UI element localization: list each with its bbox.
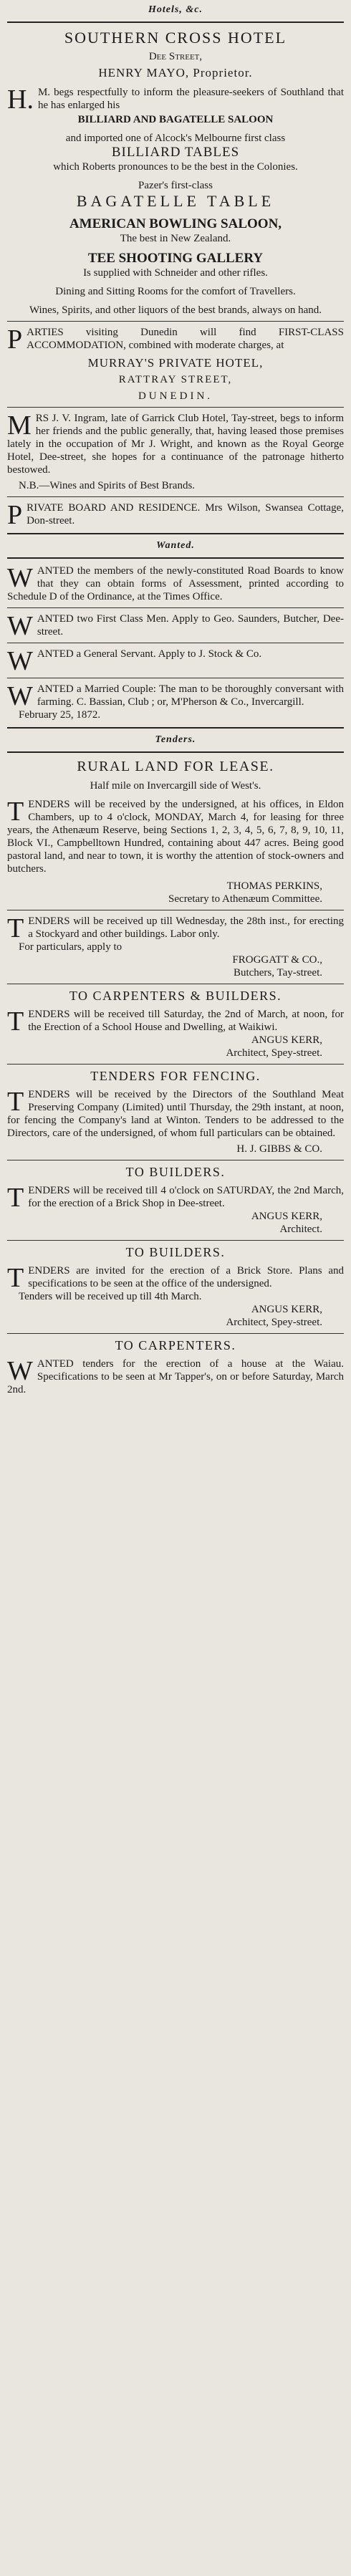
ad-wanted xyxy=(7,611,344,641)
ad-line: DUNEDIN. xyxy=(138,390,213,402)
ad-text: ANTED a General Servant. Apply to J. Stock & Co. xyxy=(37,648,262,660)
ad-carpenters xyxy=(7,1338,344,1396)
ad-title: TENDERS FOR FENCING. xyxy=(90,1069,261,1083)
ad-text: ENDERS will be received up till Wednesday, the 28th inst., for erecting a Stockyard and other buildings. Labor only. xyxy=(28,915,344,940)
ad-title: TO CARPENTERS & BUILDERS. xyxy=(69,989,282,1003)
signature: H. J. GIBBS & CO. xyxy=(236,1143,322,1155)
signature-title: Architect. xyxy=(279,1224,322,1235)
ad-line: Wines, Spirits, and other liquors of the best brands, always on hand. xyxy=(29,304,322,316)
drop-cap: T xyxy=(7,1006,24,1037)
ad-ingram xyxy=(7,412,344,492)
drop-cap: T xyxy=(7,797,24,827)
ad-text: ENDERS will be received till Saturday, the 2nd of March, at noon, for the Erection of a School House and Dwelling, at Waikiwi. xyxy=(28,1009,344,1033)
ad-title: TO BUILDERS. xyxy=(125,1245,226,1259)
ad-private-board xyxy=(7,500,344,530)
drop-cap: T xyxy=(7,1263,24,1293)
ad-line: TEE SHOOTING GALLERY xyxy=(87,251,264,266)
ad-text: ENDERS will be received by the undersigned, at his offices, in Eldon Chambers, up to 4 o'clock, MONDAY, March 4, for leasing for three years, the Athenæum Reserve, being Sections 1, 2, 3, 4, 5, 6, 7, 8, 9, 10, 11, Block VI., Campbelltown Hundred, containing about 447 acres. Being good pastoral land, and near to town, it is worthy the attention of stock-owners and butchers. xyxy=(7,799,344,875)
signature-title: Butchers, Tay-street. xyxy=(233,967,322,979)
drop-cap: H. xyxy=(7,85,34,115)
ad-text: ANTED the members of the newly-constituted Road Boards to know that they can obtain forms of Assessment, printed according to Schedule D of the Ordinance, at the Times Office. xyxy=(7,565,344,602)
drop-cap: T xyxy=(7,1087,24,1117)
ad-title: TO BUILDERS. xyxy=(125,1165,226,1179)
signature: ANGUS KERR, xyxy=(251,1211,322,1222)
ad-stockyard xyxy=(7,915,344,979)
ad-rural-land xyxy=(7,759,344,905)
ad-builders-brick-shop xyxy=(7,1165,344,1236)
ad-fencing xyxy=(7,1069,344,1155)
drop-cap: W xyxy=(7,646,33,676)
drop-cap: P xyxy=(7,500,23,530)
signature: ANGUS KERR, xyxy=(251,1034,322,1046)
ad-title: RURAL LAND FOR LEASE. xyxy=(77,759,274,774)
ad-builders-brick-store xyxy=(7,1245,344,1329)
ad-text: ANTED tenders for the erection of a house at the Waiau. Specifications to be seen at Mr Tapper's, on or before Saturday, March 2nd. xyxy=(7,1358,344,1395)
ad-text: RS J. V. Ingram, late of Garrick Club Hotel, Tay-street, begs to inform her friends and the public generally, that, having leased those premises lately in the occupation of Mr J. Wright, and known as the Royal George Hotel, Dee-street, she hopes for a continuance of the patronage hitherto bestowed. xyxy=(7,413,344,476)
ad-date: February 25, 1872. xyxy=(19,709,101,721)
drop-cap: P xyxy=(7,325,23,355)
ad-southern-cross-hotel xyxy=(7,29,344,317)
ad-text: ENDERS will be received till 4 o'clock on SATURDAY, the 2nd March, for the erection of a Brick Shop in Dee-street. xyxy=(28,1185,344,1209)
ad-line: which Roberts pronounces to be the best in the Colonies. xyxy=(53,161,298,173)
divider xyxy=(7,496,344,497)
divider xyxy=(7,557,344,559)
signature: ANGUS KERR, xyxy=(251,1304,322,1315)
ad-text: ANTED a Married Couple: The man to be thoroughly conversant with farming. C. Bassian, Club ; or, M'Pherson & Co., Invercargill. xyxy=(37,683,344,708)
ad-title: TO CARPENTERS. xyxy=(115,1338,236,1352)
divider xyxy=(7,407,344,408)
ad-text: ANTED two First Class Men. Apply to Geo. Saunders, Butcher, Dee-street. xyxy=(37,613,344,638)
drop-cap: W xyxy=(7,563,33,593)
ad-wanted xyxy=(7,683,344,721)
ad-wanted xyxy=(7,646,344,676)
signature-title: Architect, Spey-street. xyxy=(226,1317,322,1328)
section-heading-hotels: Hotels, &c. xyxy=(148,4,203,15)
ad-line: BILLIARD TABLES xyxy=(111,145,240,160)
divider xyxy=(7,1333,344,1334)
signature-title: Architect, Spey-street. xyxy=(226,1047,322,1059)
ad-line: and imported one of Alcock's Melbourne first class xyxy=(65,133,286,144)
signature-title: Secretary to Athenæum Committee. xyxy=(168,893,322,905)
ad-wanted xyxy=(7,564,344,603)
ad-line: BAGATELLE TABLE xyxy=(76,192,275,210)
hotel-street: Dee Street, xyxy=(148,51,203,62)
ad-text: ARTIES visiting Dunedin will find FIRST-CLASS ACCOMMODATION, combined with moderate charges, at xyxy=(27,327,344,351)
ad-murrays-hotel xyxy=(7,326,344,403)
divider xyxy=(7,607,344,608)
drop-cap: T xyxy=(7,913,24,943)
divider xyxy=(7,21,344,23)
newspaper-column xyxy=(3,0,348,1396)
ad-line: Pazer's first-class xyxy=(138,180,213,191)
section-heading-wanted: Wanted. xyxy=(156,540,195,551)
ad-line: BILLIARD AND BAGATELLE SALOON xyxy=(77,114,274,125)
ad-carpenters-builders xyxy=(7,989,344,1059)
ad-line: N.B.—Wines and Spirits of Best Brands. xyxy=(19,480,196,491)
drop-cap: M xyxy=(7,410,32,441)
ad-text: ENDERS are invited for the erection of a Brick Store. Plans and specifications to be seen at the office of the undersigned. xyxy=(28,1265,344,1289)
drop-cap: T xyxy=(7,1183,24,1213)
ad-text: M. begs respectfully to inform the pleasure-seekers of Southland that he has enlarged his xyxy=(37,87,344,111)
ad-line: Half mile on Invercargill side of West's. xyxy=(90,780,261,792)
divider xyxy=(7,1240,344,1241)
ad-line: For particulars, apply to xyxy=(19,941,122,953)
signature: THOMAS PERKINS, xyxy=(226,880,322,892)
signature: FROGGATT & CO., xyxy=(232,954,322,966)
divider xyxy=(7,533,344,534)
divider xyxy=(7,321,344,322)
ad-line: Tenders will be received up till 4th March. xyxy=(19,1291,202,1302)
ad-line: Is supplied with Schneider and other rifles. xyxy=(83,267,268,279)
divider xyxy=(7,751,344,753)
section-heading-tenders: Tenders. xyxy=(155,734,196,745)
hotel-name: SOUTHERN CROSS HOTEL xyxy=(64,29,287,47)
ad-text: ENDERS will be received by the Directors of the Southland Meat Preserving Company (Limited) until Thursday, the 29th instant, at noon, for fencing the Company's land at Winton. Tenders to be addressed to the Directors, care of the undersigned, of whom full particulars can be obtained. xyxy=(7,1089,344,1139)
ad-line: The best in New Zealand. xyxy=(120,233,231,244)
ad-line: AMERICAN BOWLING SALOON, xyxy=(69,216,282,231)
drop-cap: W xyxy=(7,1356,33,1386)
ad-line: MURRAY'S PRIVATE HOTEL, xyxy=(87,356,264,370)
divider xyxy=(7,727,344,729)
drop-cap: W xyxy=(7,611,33,641)
hotel-proprietor: HENRY MAYO, Proprietor. xyxy=(98,66,253,80)
ad-line: Dining and Sitting Rooms for the comfort of Travellers. xyxy=(55,286,296,297)
ad-line: RATTRAY STREET, xyxy=(118,374,233,385)
ad-text: RIVATE BOARD AND RESIDENCE. Mrs Wilson, Swansea Cottage, Don-street. xyxy=(27,502,344,527)
drop-cap: W xyxy=(7,681,33,711)
